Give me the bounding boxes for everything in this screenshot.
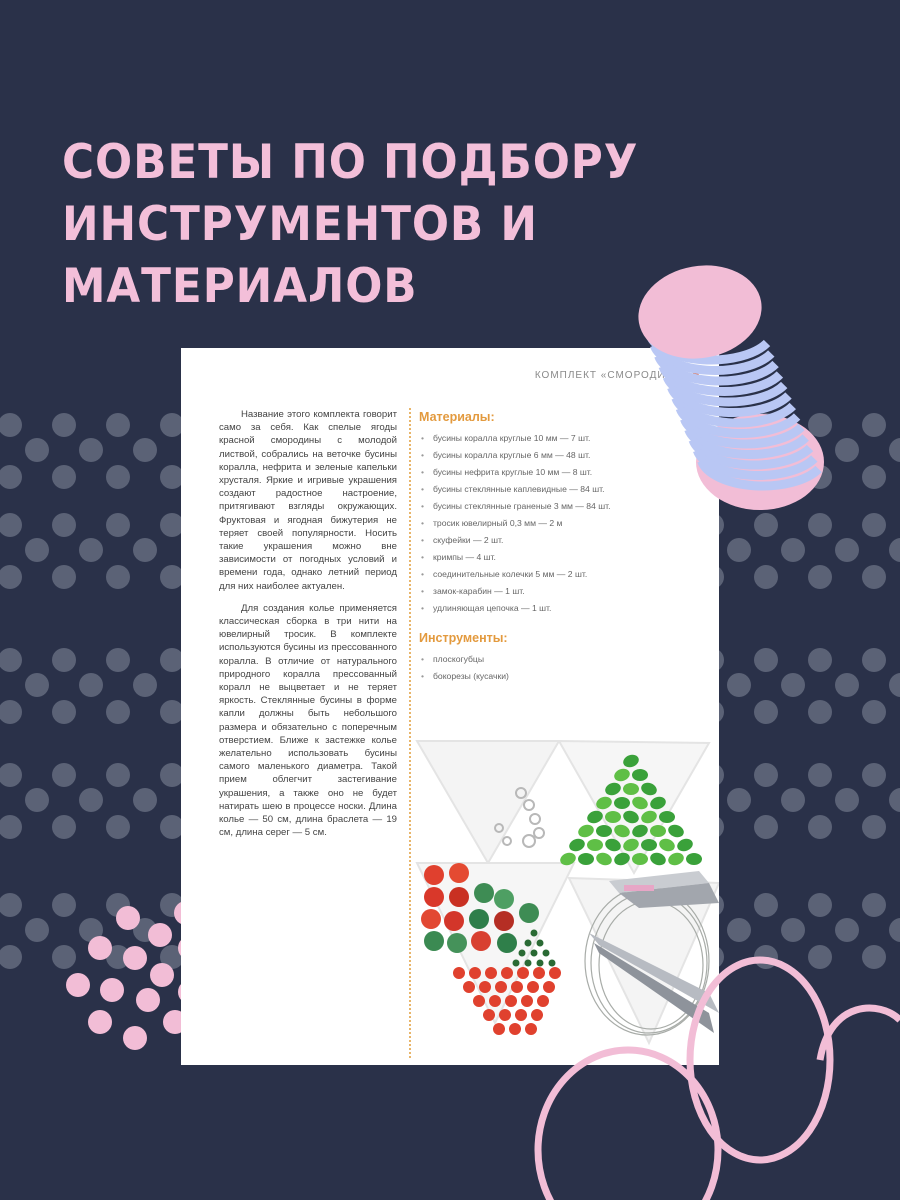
materials-item: • бусины коралла круглые 10 мм — 7 шт. [419,430,709,447]
materials-item: • удлиняющая цепочка — 1 шт. [419,600,709,617]
headline-line-2: ИНСТРУМЕНТОВ И МАТЕРИАЛОВ [62,197,538,314]
materials-item: • бусины коралла круглые 6 мм — 48 шт. [419,447,709,464]
tools-heading: Инструменты: [419,631,508,645]
materials-item: • замок-карабин — 1 шт. [419,583,709,600]
materials-item: • бусины нефрита круглые 10 мм — 8 шт. [419,464,709,481]
spring-cylinder-decoration [631,256,824,510]
headline-line-1: СОВЕТЫ ПО ПОДБОРУ [62,135,639,190]
materials-item: • скуфейки — 2 шт. [419,532,709,549]
tools-item: • бокорезы (кусачки) [419,668,709,685]
materials-item: • кримпы — 4 шт. [419,549,709,566]
materials-item: • тросик ювелирный 0,3 мм — 2 м [419,515,709,532]
materials-item: • бусины стеклянные граненые 3 мм — 84 шт. [419,498,709,515]
running-head-text: КОМПЛЕКТ «СМОРОДИНА» [534,370,688,381]
tools-item: • плоскогубцы [419,651,709,668]
materials-heading: Материалы: [419,410,495,424]
materials-item: • бусины стеклянные каплевидные — 84 шт. [419,481,709,498]
paragraph-1: Название этого комплекта говорит само за себя. Как спелые ягоды красной смородины с молодой листвой, собрались на веточке бусины коралла, нефрита и зеленые капельки хрусталя. Яркие и игривые украшения создают радостное настроение, притягивают взгляды окружающих. Фруктовая и ягодная бижутерия не теряет своей популярности. Носить такие украшения можно вне зависимости от погодных условий и времени года, однако летний период для них наиболее актуален. [219,409,397,592]
paragraph-2: Для создания колье применяется классическая сборка в три нити на ювелирный тросик. В комплекте используются бусины из прессованного коралла. В отличие от натурального природного коралла прессованный коралл не выцветает и не теряет яркость. Стеклянные бусины в форме капли должны быть небольшого размера и обязательно с поперечным отверстием. Ближе к застежке колье желательно использовать бусины самого маленького диаметра. Такой прием облегчит застегивание украшения, а также оно не будет натирать шею в процессе носки. Длина колье — 50 см, длина браслета — 19 см, длина серег — 5 см. [219,602,397,839]
materials-item: • соединительные колечки 5 мм — 2 шт. [419,566,709,583]
pink-loop-decoration [538,960,900,1200]
